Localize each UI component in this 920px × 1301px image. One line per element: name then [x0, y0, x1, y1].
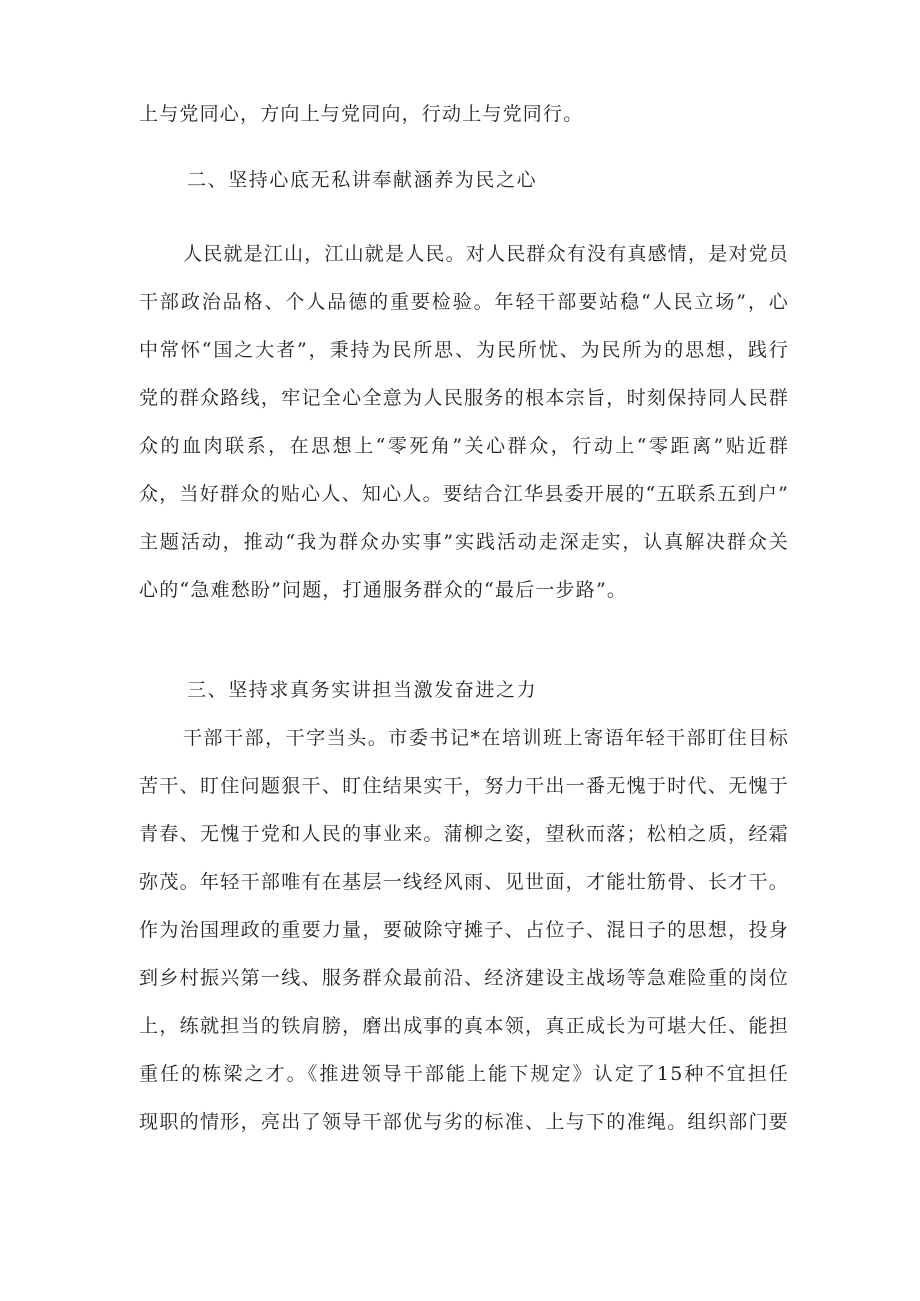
section-2-line-6: 众，当好群众的贴心人、知心人。要结合江华县委开展的“五联系五到户” [139, 483, 789, 505]
section-3-line-8: 重任的栋梁之才。《推进领导干部能上能下规定》认定了15种不宜担任 [139, 1063, 789, 1085]
section-2-line-8: 心的“急难愁盼”问题，打通服务群众的“最后一步路”。 [139, 579, 628, 601]
opening-line: 上与党同心，方向上与党同向，行动上与党同行。 [139, 103, 584, 125]
section-2-line-2: 干部政治品格、个人品德的重要检验。年轻干部要站稳“人民立场”，心 [139, 291, 789, 313]
section-2-line-4: 党的群众路线，牢记全心全意为人民服务的根本宗旨，时刻保持同人民群 [139, 387, 789, 409]
section-2-line-5: 众的血肉联系，在思想上“零死角”关心群众，行动上“零距离”贴近群 [139, 435, 789, 457]
section-3-line-4: 弥茂。年轻干部唯有在基层一线经风雨、见世面，才能壮筋骨、长才干。 [139, 871, 789, 893]
section-2-line-1: 人民就是江山，江山就是人民。对人民群众有没有真感情，是对党员 [183, 243, 790, 265]
section-2-line-7: 主题活动，推动“我为群众办实事”实践活动走深走实，认真解决群众关 [139, 531, 789, 553]
section-3-line-5: 作为治国理政的重要力量，要破除守摊子、占位子、混日子的思想，投身 [139, 919, 789, 941]
section-3-heading: 三、坚持求真务实讲担当激发奋进之力 [187, 679, 538, 701]
section-3-line-7: 上，练就担当的铁肩膀，磨出成事的真本领，真正成长为可堪大任、能担 [139, 1015, 789, 1037]
section-3-line-1: 干部干部，干字当头。市委书记*在培训班上寄语年轻干部盯住目标 [183, 727, 789, 749]
section-3-line-2: 苦干、盯住问题狠干、盯住结果实干，努力干出一番无愧于时代、无愧于 [139, 775, 789, 797]
section-2-heading: 二、坚持心底无私讲奉献涵养为民之心 [187, 169, 538, 191]
section-2-line-3: 中常怀“国之大者”，秉持为民所思、为民所忧、为民所为的思想，践行 [139, 339, 789, 361]
section-3-line-3: 青春、无愧于党和人民的事业来。蒲柳之姿，望秋而落；松柏之质，经霜 [139, 823, 789, 845]
section-3-line-6: 到乡村振兴第一线、服务群众最前沿、经济建设主战场等急难险重的岗位 [139, 967, 789, 989]
section-3-line-9: 现职的情形，亮出了领导干部优与劣的标准、上与下的准绳。组织部门要 [139, 1111, 789, 1133]
